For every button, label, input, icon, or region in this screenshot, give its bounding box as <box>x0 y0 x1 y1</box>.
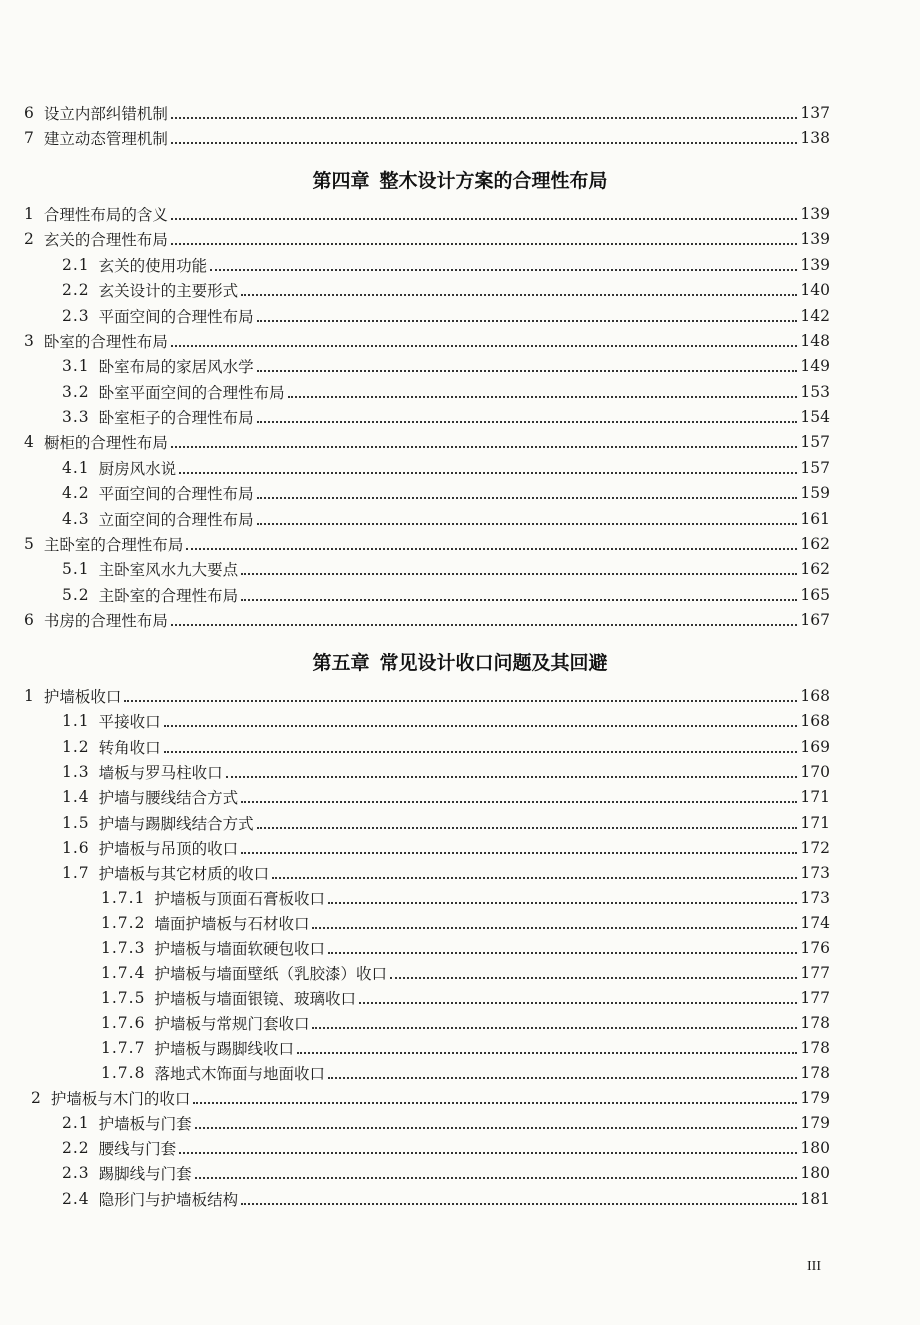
toc-entry-number: 6 <box>24 104 35 122</box>
toc-entry-title: 合理性布局的含义 <box>43 206 168 224</box>
toc-entry-page: 140 <box>800 281 830 299</box>
dot-leader <box>359 1001 797 1004</box>
toc-entry-number: 1.7.8 <box>101 1064 146 1082</box>
toc-entry-title: 卧室布局的家居风水学 <box>98 358 254 376</box>
toc-entry[interactable] <box>62 354 830 378</box>
toc-entry-page: 148 <box>800 332 830 350</box>
toc-entry-number: 3 <box>24 332 35 350</box>
dot-leader <box>241 598 797 601</box>
toc-entry-page: 171 <box>800 814 830 832</box>
toc-entry-page: 171 <box>800 788 830 806</box>
toc-entry-number: 4.3 <box>62 510 90 528</box>
dot-leader <box>195 1176 798 1179</box>
toc-entry-number: 1.5 <box>62 814 90 832</box>
toc-entry-page: 167 <box>800 611 830 629</box>
toc-entry-page: 157 <box>800 459 830 477</box>
toc-entry-page: 162 <box>800 535 830 553</box>
toc-entry[interactable] <box>62 811 830 835</box>
toc-entry-number: 2.2 <box>62 1139 90 1157</box>
toc-entry-title: 平接收口 <box>98 713 161 731</box>
toc-entry[interactable] <box>62 380 830 404</box>
toc-entry-page: 178 <box>800 1039 830 1057</box>
dot-leader <box>226 775 798 778</box>
toc-entry[interactable] <box>62 405 830 429</box>
dot-leader <box>257 319 798 322</box>
toc-entry-title: 护墙板与门套 <box>98 1115 192 1133</box>
toc-entry[interactable] <box>62 481 830 505</box>
toc-entry-title: 护墙板与墙面壁纸（乳胶漆）收口 <box>154 965 387 983</box>
toc-entry-title: 主卧室的合理性布局 <box>43 536 184 554</box>
toc-entry[interactable] <box>62 557 830 581</box>
toc-entry-number: 1.7.5 <box>101 989 146 1007</box>
toc-entry-number: 1.7.1 <box>101 889 146 907</box>
chapter-heading <box>0 648 920 675</box>
toc-entry-page: 177 <box>800 964 830 982</box>
dot-leader <box>171 242 798 245</box>
dot-leader <box>257 496 798 499</box>
toc-entry-page: 149 <box>800 357 830 375</box>
chapter-heading <box>0 166 920 193</box>
toc-entry-number: 2.4 <box>62 1190 90 1208</box>
toc-entry[interactable] <box>24 101 830 125</box>
toc-entry-title: 护墙板与墙面软硬包收口 <box>154 940 325 958</box>
toc-entry[interactable] <box>101 1011 830 1035</box>
toc-entry-title: 护墙板与其它材质的收口 <box>98 865 270 883</box>
toc-entry-title: 护墙与腰线结合方式 <box>98 789 239 807</box>
toc-entry-title: 玄关的合理性布局 <box>43 231 168 249</box>
toc-entry[interactable] <box>62 1136 830 1160</box>
dot-leader <box>390 976 797 979</box>
toc-entry-page: 179 <box>800 1089 830 1107</box>
toc-entry-number: 1.3 <box>62 763 90 781</box>
toc-entry[interactable] <box>62 1161 830 1185</box>
dot-leader <box>171 217 798 220</box>
toc-entry[interactable] <box>101 961 830 985</box>
toc-entry-page: 139 <box>800 205 830 223</box>
toc-entry[interactable] <box>62 760 830 784</box>
toc-entry-page: 157 <box>800 433 830 451</box>
toc-entry-page: 169 <box>800 738 830 756</box>
toc-entry-page: 165 <box>800 586 830 604</box>
dot-leader <box>297 1051 797 1054</box>
toc-entry-number: 2.1 <box>62 256 90 274</box>
toc-entry-number: 4.2 <box>62 484 90 502</box>
toc-entry-title: 护墙板与吊顶的收口 <box>98 840 239 858</box>
toc-entry-title: 橱柜的合理性布局 <box>43 434 168 452</box>
chapter-number: 第四章 <box>312 170 370 192</box>
toc-entry-title: 书房的合理性布局 <box>43 612 168 630</box>
toc-entry-page: 178 <box>800 1014 830 1032</box>
toc-entry[interactable] <box>62 583 830 607</box>
dot-leader <box>171 141 798 144</box>
dot-leader <box>241 800 797 803</box>
toc-entry-title: 卧室平面空间的合理性布局 <box>98 384 285 402</box>
toc-entry-number: 4.1 <box>62 459 90 477</box>
chapter-title: 常见设计收口问题及其回避 <box>379 652 608 674</box>
toc-entry-page: 142 <box>800 307 830 325</box>
toc-entry-number: 1.7.7 <box>101 1039 146 1057</box>
dot-leader <box>186 547 797 550</box>
toc-entry-number: 2.3 <box>62 307 90 325</box>
toc-entry[interactable] <box>101 911 830 935</box>
toc-entry-title: 玄关的使用功能 <box>98 257 208 275</box>
toc-entry-title: 设立内部纠错机制 <box>43 105 168 123</box>
dot-leader <box>171 344 798 347</box>
toc-entry-number: 2 <box>31 1089 42 1107</box>
toc-entry[interactable] <box>62 1111 830 1135</box>
dot-leader <box>241 293 797 296</box>
toc-entry-page: 139 <box>800 256 830 274</box>
dot-leader <box>312 1026 797 1029</box>
toc-entry-page: 174 <box>800 914 830 932</box>
dot-leader <box>179 1151 797 1154</box>
toc-entry[interactable] <box>62 785 830 809</box>
toc-entry-number: 1.7 <box>62 864 90 882</box>
toc-entry-number: 1.4 <box>62 788 90 806</box>
toc-entry[interactable] <box>62 456 830 480</box>
dot-leader <box>171 445 798 448</box>
toc-entry[interactable] <box>101 1036 830 1060</box>
toc-entry-title: 墙面护墙板与石材收口 <box>154 915 310 933</box>
toc-entry-title: 落地式木饰面与地面收口 <box>154 1065 325 1083</box>
toc-entry-number: 2 <box>24 230 35 248</box>
toc-entry-title: 立面空间的合理性布局 <box>98 511 254 529</box>
toc-entry-page: 161 <box>800 510 830 528</box>
toc-entry-number: 1 <box>24 687 35 705</box>
toc-entry-title: 墙板与罗马柱收口 <box>98 764 223 782</box>
toc-entry-title: 护墙板收口 <box>43 688 122 706</box>
toc-entry-title: 护墙板与顶面石膏板收口 <box>154 890 325 908</box>
toc-entry-title: 护墙板与墙面银镜、玻璃收口 <box>154 990 356 1008</box>
toc-entry-title: 建立动态管理机制 <box>43 130 168 148</box>
dot-leader <box>328 951 797 954</box>
toc-entry[interactable] <box>101 936 830 960</box>
toc-entry-page: 159 <box>800 484 830 502</box>
toc-entry-number: 3.2 <box>62 383 90 401</box>
toc-entry-page: 177 <box>800 989 830 1007</box>
dot-leader <box>288 395 798 398</box>
toc-entry[interactable] <box>101 886 830 910</box>
dot-leader <box>164 724 798 727</box>
toc-entry[interactable] <box>62 709 830 733</box>
toc-entry[interactable] <box>62 836 830 860</box>
toc-entry[interactable] <box>62 507 830 531</box>
toc-entry[interactable] <box>24 126 830 150</box>
dot-leader <box>257 369 798 372</box>
toc-entry-number: 1 <box>24 205 35 223</box>
toc-entry-number: 4 <box>24 433 35 451</box>
toc-entry-title: 主卧室的合理性布局 <box>98 587 239 605</box>
dot-leader <box>124 699 797 702</box>
toc-entry[interactable] <box>62 253 830 277</box>
toc-entry-number: 3.1 <box>62 357 90 375</box>
dot-leader <box>328 1076 797 1079</box>
toc-entry-page: 176 <box>800 939 830 957</box>
toc-entry[interactable] <box>24 329 830 353</box>
dot-leader <box>257 420 798 423</box>
toc-entry-title: 护墙与踢脚线结合方式 <box>98 815 254 833</box>
toc-entry-title: 转角收口 <box>98 739 161 757</box>
toc-entry-page: 162 <box>800 560 830 578</box>
toc-entry-page: 154 <box>800 408 830 426</box>
toc-entry-title: 踢脚线与门套 <box>98 1165 192 1183</box>
toc-entry-title: 玄关设计的主要形式 <box>98 282 239 300</box>
dot-leader <box>312 926 797 929</box>
toc-entry-title: 平面空间的合理性布局 <box>98 308 254 326</box>
toc-entry-page: 179 <box>800 1114 830 1132</box>
toc-entry-number: 1.6 <box>62 839 90 857</box>
toc-entry-page: 153 <box>800 383 830 401</box>
toc-entry[interactable] <box>24 227 830 251</box>
dot-leader <box>210 268 797 271</box>
toc-entry[interactable] <box>101 986 830 1010</box>
toc-entry-title: 护墙板与常规门套收口 <box>154 1015 310 1033</box>
toc-entry-number: 2.3 <box>62 1164 90 1182</box>
toc-entry[interactable] <box>62 735 830 759</box>
toc-entry[interactable] <box>62 861 830 885</box>
toc-entry-title: 腰线与门套 <box>98 1140 177 1158</box>
toc-entry[interactable] <box>101 1061 830 1085</box>
toc-entry-page: 137 <box>800 104 830 122</box>
dot-leader <box>241 851 797 854</box>
dot-leader <box>171 623 798 626</box>
dot-leader <box>171 116 798 119</box>
toc-entry-page: 172 <box>800 839 830 857</box>
dot-leader <box>272 876 797 879</box>
dot-leader <box>164 750 798 753</box>
toc-entry-number: 1.2 <box>62 738 90 756</box>
toc-entry-number: 6 <box>24 611 35 629</box>
dot-leader <box>241 1202 797 1205</box>
dot-leader <box>241 572 797 575</box>
toc-entry-number: 5 <box>24 535 35 553</box>
toc-entry-page: 170 <box>800 763 830 781</box>
toc-entry-page: 180 <box>800 1139 830 1157</box>
dot-leader <box>257 522 798 525</box>
toc-entry[interactable] <box>24 430 830 454</box>
toc-entry[interactable] <box>24 532 830 556</box>
toc-entry-number: 1.1 <box>62 712 90 730</box>
toc-entry-title: 卧室柜子的合理性布局 <box>98 409 254 427</box>
toc-entry-number: 7 <box>24 129 35 147</box>
toc-entry-page: 168 <box>800 712 830 730</box>
toc-entry-number: 1.7.3 <box>101 939 146 957</box>
toc-entry[interactable] <box>24 202 830 226</box>
dot-leader <box>179 471 797 474</box>
chapter-title: 整木设计方案的合理性布局 <box>379 170 608 192</box>
toc-entry-title: 厨房风水说 <box>98 460 177 478</box>
toc-entry-page: 173 <box>800 864 830 882</box>
dot-leader <box>328 901 797 904</box>
toc-entry-number: 1.7.2 <box>101 914 146 932</box>
toc-entry-title: 护墙板与木门的收口 <box>50 1090 191 1108</box>
toc-entry-number: 5.2 <box>62 586 90 604</box>
toc-entry-number: 1.7.6 <box>101 1014 146 1032</box>
toc-entry-page: 138 <box>800 129 830 147</box>
toc-entry-page: 178 <box>800 1064 830 1082</box>
toc-entry[interactable] <box>62 278 830 302</box>
toc-entry-number: 3.3 <box>62 408 90 426</box>
toc-entry-number: 2.2 <box>62 281 90 299</box>
toc-entry[interactable] <box>62 304 830 328</box>
toc-entry-page: 173 <box>800 889 830 907</box>
toc-entry-title: 平面空间的合理性布局 <box>98 485 254 503</box>
toc-entry-page: 180 <box>800 1164 830 1182</box>
toc-entry-number: 2.1 <box>62 1114 90 1132</box>
toc-entry[interactable] <box>31 1086 830 1110</box>
toc-entry-number: 5.1 <box>62 560 90 578</box>
toc-entry-page: 168 <box>800 687 830 705</box>
dot-leader <box>195 1126 798 1129</box>
dot-leader <box>193 1101 797 1104</box>
toc-entry-title: 卧室的合理性布局 <box>43 333 168 351</box>
toc-entry-page: 139 <box>800 230 830 248</box>
page-number: III <box>807 1259 821 1274</box>
toc-entry-title: 主卧室风水九大要点 <box>98 561 239 579</box>
toc-entry-title: 护墙板与踢脚线收口 <box>154 1040 294 1058</box>
toc-entry[interactable] <box>24 608 830 632</box>
toc-entry-page: 181 <box>800 1190 830 1208</box>
toc-entry-title: 隐形门与护墙板结构 <box>98 1191 239 1209</box>
toc-entry[interactable] <box>62 1187 830 1211</box>
dot-leader <box>257 826 798 829</box>
chapter-number: 第五章 <box>312 652 370 674</box>
toc-entry[interactable] <box>24 684 830 708</box>
toc-entry-number: 1.7.4 <box>101 964 146 982</box>
